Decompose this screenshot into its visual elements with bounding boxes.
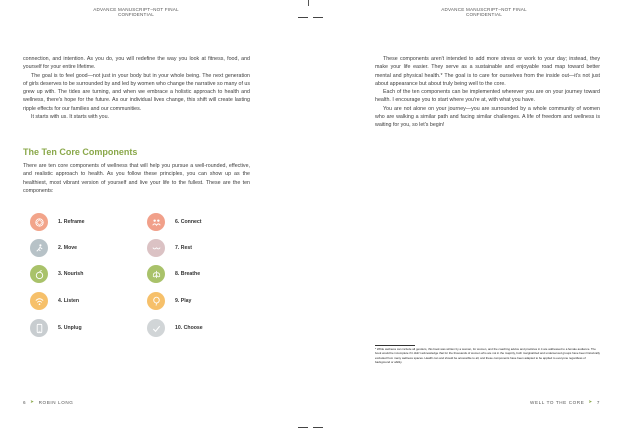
confidential-header: ADVANCE MANUSCRIPT–NOT FINAL CONFIDENTIAL <box>441 7 527 18</box>
component-label: 5. Unplug <box>58 325 82 331</box>
component-item <box>147 291 191 311</box>
paragraph: connection, and intention. As you do, you will redefine the way you look at fitness, food, and yourself for your entire lifetime. <box>23 56 250 71</box>
paragraph: Each of the ten components can be implemented wherever you are on your journey toward health. I encourage you to start where you're at, with what you have. <box>375 89 600 104</box>
main-text-block <box>375 55 600 130</box>
paragraph: The goal is to feel good—not just in your body but in your whole being. The next generation of girls deserves to be surrounded by and led by women who change the narrative so many of us grew up with. The tides are turning, and when we embrace a holistic approach to health and wellness, there's hope for the future. As our individual lives change, this shift will create lasting ripple effects for our families and our communities. <box>23 72 251 112</box>
gutter-mark <box>308 0 309 6</box>
page-number: 7 <box>596 399 600 405</box>
right-page <box>318 0 618 435</box>
component-label: 9. Play <box>175 298 192 304</box>
component-item <box>147 212 202 232</box>
paragraph: You are not alone on your journey—you are surrounded by a whole community of women who are walking a similar path and facing similar challenges. A life of freedom and wellness is waiting for you, so let's begin! <box>375 105 600 129</box>
footnote: * While wellness can include all genders, this book was written by a woman, for women, and the coaching advice and practices in it are addressed to a female audience. The book would be incomplete if it didn't acknowledge that for the thousands of women who are not in the majority, both marginalized and underserved groups have been historically excluded from many wellness spaces. Health can and should be accessible to all, and these components have been adapted to be applied to everyone regardless of background or ability. <box>375 347 600 364</box>
component-label: 3. Nourish <box>58 271 84 277</box>
right-folio <box>530 399 600 405</box>
section-heading: The Ten Core Components <box>23 147 138 157</box>
component-item <box>30 212 85 232</box>
crop-mark-bottom-left <box>298 427 308 428</box>
component-item <box>30 291 79 311</box>
component-item <box>30 238 77 258</box>
arrow-icon: ➤ <box>30 399 35 404</box>
top-text-block <box>23 55 250 121</box>
left-folio <box>23 399 73 405</box>
left-page <box>0 0 300 435</box>
unplug-icon <box>30 319 48 337</box>
intro-paragraph: There are ten core components of wellness that will help you pursue a well-rounded, effective, and realistic approach to health. As you follow these principles, you can show up as the healthiest, most vibrant version of yourself and live your life to the fullest. These are the ten components: <box>23 163 250 194</box>
confidential-header: ADVANCE MANUSCRIPT–NOT FINAL CONFIDENTIAL <box>93 7 179 18</box>
move-icon <box>30 239 48 257</box>
page-number: 6 <box>23 399 27 405</box>
paragraph: It starts with us. It starts with you. <box>31 114 110 121</box>
running-title: WELL TO THE CORE <box>530 399 585 405</box>
component-item <box>147 318 203 338</box>
component-item <box>30 264 83 284</box>
running-author: ROBIN LONG <box>38 399 74 405</box>
component-label: 1. Reframe <box>58 219 85 225</box>
component-label: 10. Choose <box>175 325 203 331</box>
listen-icon <box>30 292 48 310</box>
component-label: 4. Listen <box>58 298 80 304</box>
choose-icon <box>147 319 165 337</box>
component-label: 6. Connect <box>175 219 202 225</box>
component-item <box>30 318 82 338</box>
reframe-icon <box>30 213 48 231</box>
connect-icon <box>147 213 165 231</box>
breathe-icon <box>147 265 165 283</box>
component-label: 7. Rest <box>175 245 193 251</box>
component-label: 2. Move <box>58 245 78 251</box>
rest-icon <box>147 239 165 257</box>
play-icon <box>147 292 165 310</box>
paragraph: These components aren't intended to add more stress or work to your day; instead, they make your life easier. They serve as a sustainable and enjoyable road map toward better mental and physical health.* The goal is to care for ourselves from the inside out—it's not just about appearance but about truly being well to the core. <box>375 56 600 87</box>
nourish-icon <box>30 265 48 283</box>
component-item <box>147 238 192 258</box>
footnote-rule <box>375 345 415 346</box>
component-item <box>147 264 200 284</box>
crop-mark-bottom-right <box>313 427 323 428</box>
component-label: 8. Breathe <box>175 271 201 277</box>
arrow-icon: ➤ <box>588 399 593 404</box>
